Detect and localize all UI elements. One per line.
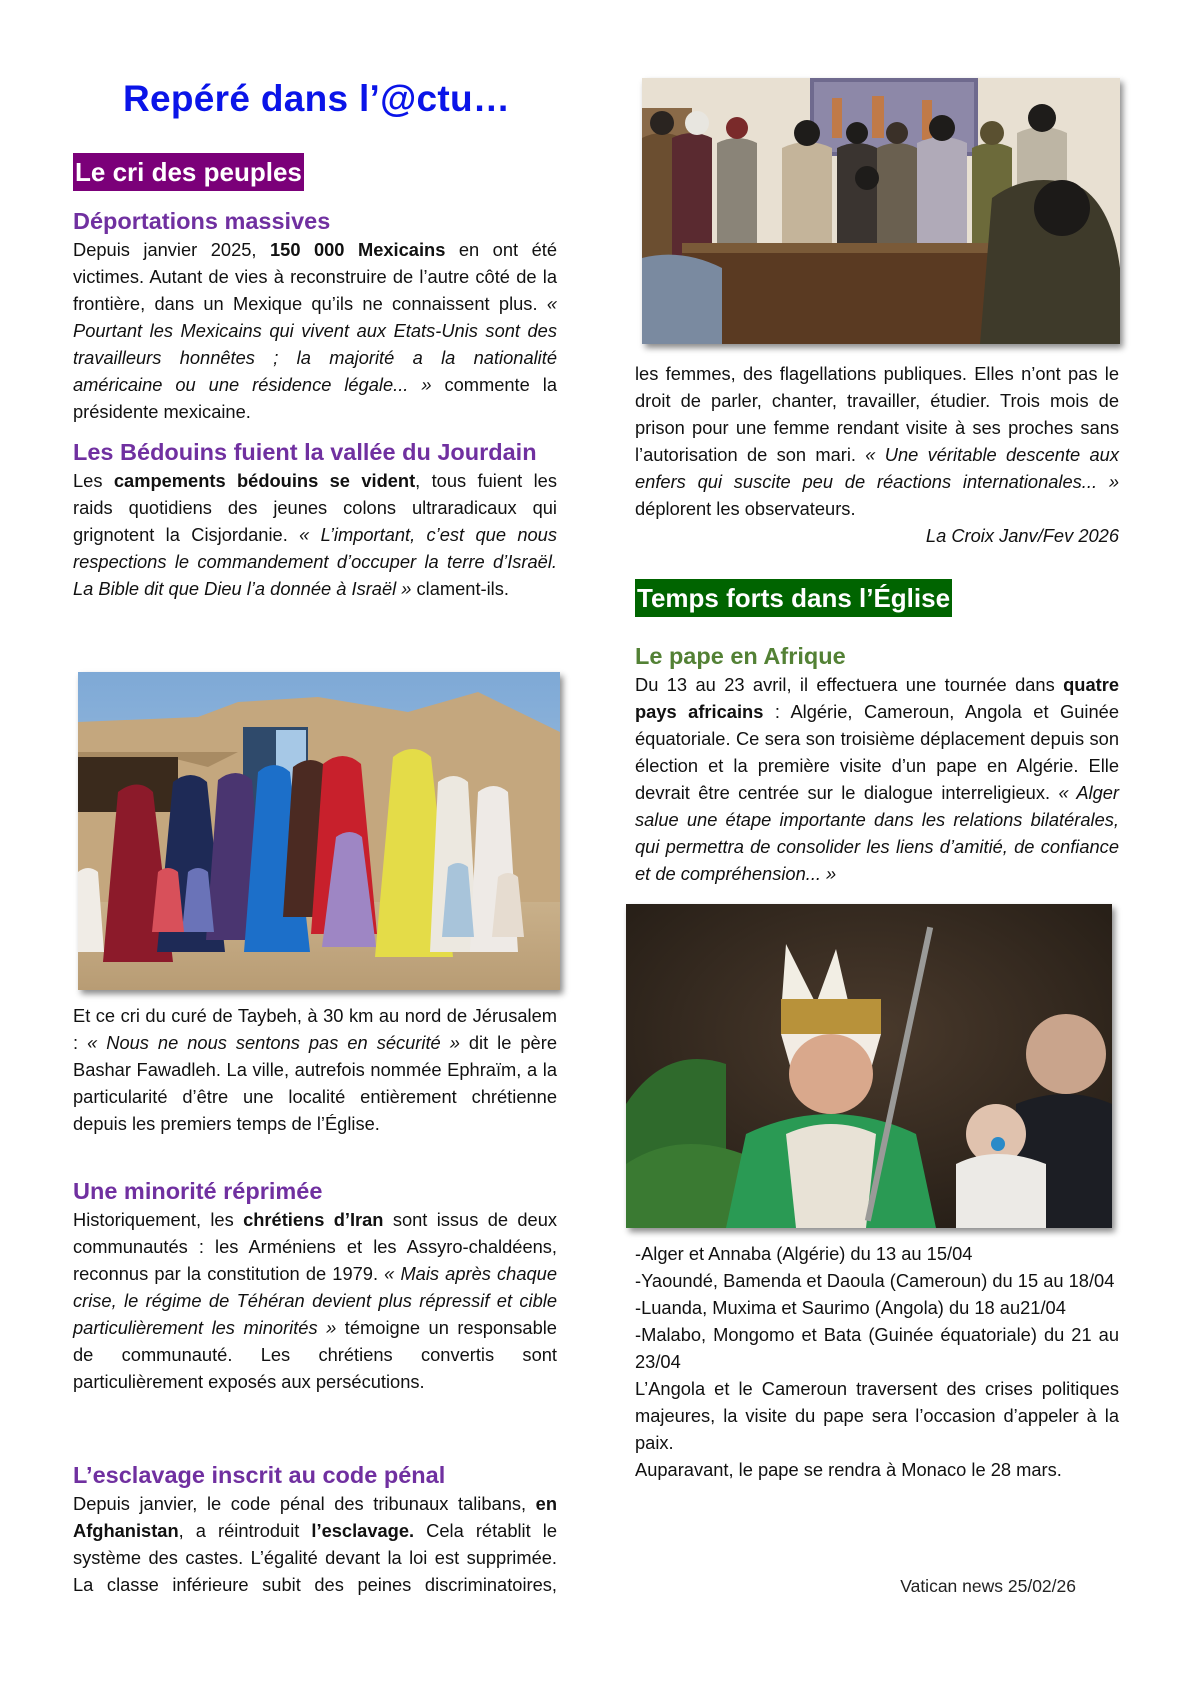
paragraph-esclavage-continued — [635, 360, 1119, 522]
heading-deportations: Déportations massives — [73, 208, 331, 234]
text: Depuis janvier 2025, — [73, 239, 270, 260]
paragraph-crises: L’Angola et le Cameroun traversent des crises politiques majeures, la visite du pape sera l’occasion d’appeler à la paix. — [635, 1378, 1119, 1453]
article-bedouins — [73, 437, 557, 602]
bold-text: 150 000 Mexicains — [269, 239, 446, 260]
quote: « L’important, c’est que nous respections le commandement d’occuper la terre d’Israël. La Bible dit que Dieu l’a donnée à Israël » — [73, 524, 557, 599]
text: clament-ils. — [411, 578, 509, 599]
text: Les — [73, 470, 114, 491]
bold-text: chrétiens d’Iran — [243, 1209, 384, 1230]
paragraph-taybeh-wrap — [73, 1002, 557, 1137]
text: , a réintroduit — [178, 1520, 312, 1541]
paragraph-minorite — [73, 1206, 557, 1395]
taliban-office-photo — [642, 78, 1120, 344]
quote: « Une véritable descente aux enfers qui suscite peu de réactions internationales... » — [635, 444, 1119, 492]
text: sont issus de deux communautés : les Arméniens et les Assyro-chaldéens, reconnus par la constitution de 1979. — [73, 1209, 558, 1284]
text: en ont été victimes. Autant de vies à reconstruire de l’autre côté de la frontière, dans un Mexique qu’ils ne connaissent plus. — [73, 239, 557, 314]
pope-photo-illustration — [626, 904, 1112, 1228]
text: commente la présidente mexicaine. — [73, 374, 557, 422]
section-band-temps-forts: Temps forts dans l’Église — [635, 579, 952, 617]
heading-minorite: Une minorité réprimée — [73, 1178, 323, 1204]
text: Cela rétablit le système des castes. L’égalité devant la loi est supprimée. La classe inférieure subit des peines discriminatoires, — [73, 1520, 558, 1595]
bold-text: campements bédouins se vident — [113, 470, 416, 491]
source-la-croix: La Croix Janv/Fev 2026 — [925, 525, 1119, 546]
quote: « Alger salue une étape importante dans les relations bilatérales, qui permettra de consolider les liens d’amitié, de confiance et de compréhension... » — [635, 782, 1119, 884]
taliban-photo-illustration — [642, 78, 1120, 344]
heading-esclavage: L’esclavage inscrit au code pénal — [73, 1462, 446, 1488]
paragraph-monaco: Auparavant, le pape se rendra à Monaco le 28 mars. — [635, 1459, 1062, 1480]
text: Du 13 au 23 avril, il effectuera une tournée dans — [635, 674, 1064, 695]
text: Et ce cri du curé de Taybeh, à 30 km au nord de Jérusalem : — [73, 1005, 557, 1053]
pope-mitre-photo — [626, 904, 1112, 1228]
article-deportations — [73, 206, 557, 425]
article-esclavage — [73, 1460, 557, 1598]
itinerary — [635, 1240, 1119, 1483]
bedouin-family-photo — [78, 672, 560, 990]
page-title: Repéré dans l’@ctu… — [123, 78, 511, 119]
quote: « Mais après chaque crise, le régime de Téhéran devient plus répressif et cible particulièrement les minorités » — [73, 1263, 557, 1338]
section-band-cri-des-peuples: Le cri des peuples — [73, 153, 304, 191]
text: déplorent les observateurs. — [635, 498, 856, 519]
source-vatican-news: Vatican news 25/02/26 — [900, 1576, 1076, 1596]
text: , tous fuient les raids quotidiens des jeunes colons ultraradicaux qui grignotent la Cisjordanie. — [73, 470, 557, 545]
article-pape-afrique — [635, 641, 1119, 887]
article-minorite — [73, 1176, 557, 1395]
paragraph-taybeh — [73, 1002, 557, 1137]
bold-text: en Afghanistan — [73, 1493, 557, 1541]
paragraph-deportations — [73, 236, 557, 425]
itinerary-item: -Malabo, Mongomo et Bata (Guinée équatoriale) du 21 au 23/04 — [635, 1324, 1119, 1372]
text: les femmes, des flagellations publiques. Elles n’ont pas le droit de parler, chanter, travailler, étudier. Trois mois de prison pour une femme rendant visite à ses proches sans l’autorisation de son mari. — [635, 363, 1119, 465]
heading-pape-afrique: Le pape en Afrique — [635, 643, 846, 669]
bedouin-photo-illustration — [78, 672, 560, 990]
esclavage-continued — [635, 360, 1119, 549]
itinerary-item: -Luanda, Muxima et Saurimo (Angola) du 18 au21/04 — [635, 1297, 1066, 1318]
paragraph-pape-afrique — [635, 671, 1119, 887]
itinerary-item: -Alger et Annaba (Algérie) du 13 au 15/04 — [635, 1243, 973, 1264]
paragraph-bedouins — [73, 467, 557, 602]
text: Historiquement, les — [73, 1209, 244, 1230]
heading-bedouins: Les Bédouins fuient la vallée du Jourdain — [73, 439, 537, 465]
text: dit le père Bashar Fawadleh. La ville, autrefois nommée Ephraïm, a la particularité d’être une localité entièrement chrétienne depuis les premiers temps de l’Église. — [73, 1032, 557, 1134]
text: : Algérie, Cameroun, Angola et Guinée équatoriale. Ce sera son troisième déplacement depuis son élection et la première visite d’un pape en Algérie. Elle devrait être centrée sur le dialogue interreligieux. — [635, 701, 1119, 803]
quote: « Nous ne nous sentons pas en sécurité » — [87, 1032, 460, 1053]
bold-text: l’esclavage. — [311, 1520, 415, 1541]
bold-text: quatre pays africains — [635, 674, 1119, 722]
text: Depuis janvier, le code pénal des tribunaux talibans, — [73, 1493, 536, 1514]
text: témoigne un responsable de communauté. Les chrétiens convertis sont particulièrement exposés aux persécutions. — [73, 1317, 557, 1392]
quote: « Pourtant les Mexicains qui vivent aux Etats-Unis sont des travailleurs honnêtes ; la majorité a la nationalité américaine ou une résidence légale... » — [73, 293, 557, 395]
itinerary-item: -Yaoundé, Bamenda et Daoula (Cameroun) du 15 au 18/04 — [635, 1270, 1115, 1291]
paragraph-esclavage — [73, 1490, 557, 1598]
